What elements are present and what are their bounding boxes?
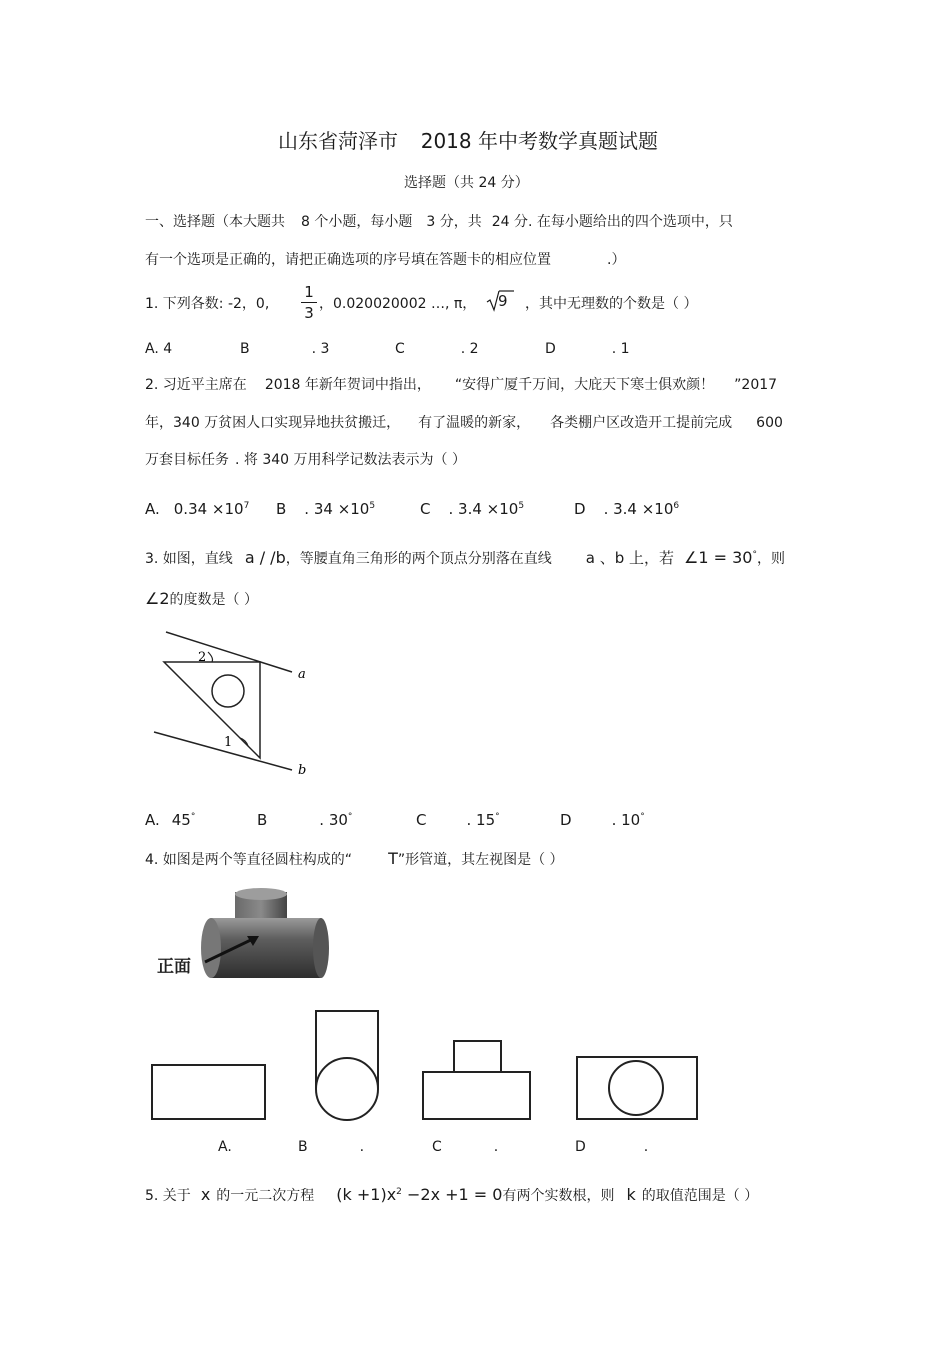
fig-label-2: 2 xyxy=(198,650,207,665)
option-c-top-rect xyxy=(454,1041,501,1072)
q3-text: 的度数是（ ） xyxy=(169,592,258,608)
fig-label-b: b xyxy=(298,763,307,778)
instr-text: 24 分. 在每小题给出的四个选项中，只 xyxy=(491,214,733,230)
opt-dot: . xyxy=(493,1139,499,1155)
option-b-tube xyxy=(316,1011,378,1089)
q2-text: 2. 习近平主席在 xyxy=(145,377,247,393)
q1-option-c xyxy=(395,340,479,358)
sqrt-icon xyxy=(486,290,500,312)
opt-value: 45 xyxy=(171,811,191,829)
q3-text: 3. 如图，直线 xyxy=(145,551,233,567)
option-b-circle xyxy=(316,1058,378,1120)
opt-letter: D xyxy=(574,500,586,518)
opt-exponent: 6 xyxy=(673,501,680,511)
q3-option-d xyxy=(560,808,645,829)
q2-text: “安得广厦千万间，大庇天下寒士俱欢颜！ xyxy=(454,377,715,393)
q5-equation: (k +1)x xyxy=(336,1185,397,1204)
q1-option-b xyxy=(240,340,329,358)
q2-line2 xyxy=(145,414,783,432)
q5-math: k xyxy=(626,1185,636,1204)
opt-letter: C xyxy=(432,1139,442,1155)
q4-options-figure xyxy=(150,1005,730,1125)
q3-option-c xyxy=(416,808,500,829)
q2-option-a xyxy=(145,497,249,518)
q1-frac-den: 3 xyxy=(304,304,314,322)
option-c-drawing xyxy=(423,1041,530,1119)
triangle-hole xyxy=(212,675,244,707)
opt-exponent: 5 xyxy=(518,501,525,511)
q1-stem-a: 1. 下列各数: -2，0, xyxy=(145,296,270,312)
opt-value: . 1 xyxy=(611,341,630,357)
option-b-drawing xyxy=(316,1011,378,1120)
q4-math: T xyxy=(388,849,398,868)
q2-option-b xyxy=(276,497,375,518)
q4-option-a-label: A. xyxy=(218,1139,232,1155)
q2-text: . 将 340 万用科学记数法表示为（ ） xyxy=(235,452,466,468)
instr-text: 一、选择题（本大题共 xyxy=(145,214,285,230)
q4-text: ”形管道，其左视图是（ ） xyxy=(397,852,564,868)
q2-text: 各类棚户区改造开工提前完成 xyxy=(550,415,733,431)
q2-line3 xyxy=(145,451,466,469)
opt-value: . 10 xyxy=(611,811,641,829)
instr-text: .） xyxy=(607,252,626,268)
q4-stem xyxy=(145,850,564,869)
opt-value: . 15 xyxy=(466,811,496,829)
q5-text: 的取值范围是（ ） xyxy=(641,1188,759,1204)
q2-text: ”2017 xyxy=(734,377,778,393)
instr-text: 8 个小题，每小题 xyxy=(301,214,413,230)
q1-sqrt xyxy=(498,292,508,310)
q1-fraction xyxy=(301,283,317,322)
q3-text: ，则 xyxy=(756,551,785,567)
q3-math: ∠2 xyxy=(145,589,170,608)
opt-letter: C xyxy=(420,500,431,518)
q3-line2 xyxy=(145,590,258,609)
section-heading: 选择题（共 24 分） xyxy=(404,175,529,191)
front-label: 正面 xyxy=(157,957,191,977)
angle-2-arc xyxy=(208,652,213,662)
opt-dot: . xyxy=(643,1139,649,1155)
q1-stem-c: ，其中无理数的个数是（ ） xyxy=(525,296,698,312)
q2-text: 有了温暖的新家， xyxy=(418,415,531,431)
q5-text: 有两个实数根，则 xyxy=(502,1188,615,1204)
q2-text: 600 xyxy=(756,415,783,431)
opt-letter: C xyxy=(395,341,405,357)
option-d-circle xyxy=(609,1061,663,1115)
option-d-rect xyxy=(577,1057,697,1119)
opt-letter: D xyxy=(560,811,572,829)
q3-text: ，等腰直角三角形的两个顶点分别落在直线 xyxy=(285,551,552,567)
q5-exponent: 2 xyxy=(396,1187,402,1197)
q4-option-b-label xyxy=(298,1138,364,1156)
page-title xyxy=(278,128,658,154)
q3-option-b xyxy=(257,808,352,829)
q2-option-d xyxy=(574,497,679,518)
opt-letter: B xyxy=(257,811,268,829)
horizontal-pipe xyxy=(211,918,321,978)
option-a-drawing xyxy=(152,1065,265,1119)
instr-text: 有一个选项是正确的，请把正确选项的序号填在答题卡的相应位置 xyxy=(145,252,551,268)
option-d-drawing xyxy=(577,1057,697,1119)
pipe-left-end xyxy=(201,918,221,978)
option-a-rect xyxy=(152,1065,265,1119)
instructions-line1 xyxy=(145,213,733,231)
q1-stem-b: ，0.020020002 …, π， xyxy=(319,296,477,312)
opt-value: . 3 xyxy=(311,341,330,357)
opt-value: . 3.4 ×10 xyxy=(603,500,674,518)
q3-text: a 、b 上，若 xyxy=(585,549,674,567)
q1-option-a: A. 4 xyxy=(145,341,173,357)
fig-label-1: 1 xyxy=(224,735,233,750)
opt-value: 0.34 ×10 xyxy=(173,500,244,518)
opt-letter: D xyxy=(575,1139,586,1155)
triangle xyxy=(164,662,260,758)
q2-line1 xyxy=(145,376,777,394)
q4-text: 4. 如图是两个等直径圆柱构成的“ xyxy=(145,852,353,868)
opt-letter: B xyxy=(240,341,250,357)
fraction-bar xyxy=(301,302,317,303)
pipe-right-end xyxy=(313,918,329,978)
title-exam: 2018 年中考数学真题试题 xyxy=(420,129,658,153)
line-a xyxy=(166,632,292,672)
q3-math: ∠1 = 30 xyxy=(683,548,753,567)
fig-label-a: a xyxy=(298,667,306,682)
degree-sup: ° xyxy=(752,550,757,560)
degree-sup: ° xyxy=(495,812,500,822)
q1-option-d xyxy=(545,340,630,358)
opt-value: . 34 ×10 xyxy=(304,500,370,518)
title-region: 山东省菏泽市 xyxy=(278,129,398,153)
sqrt-arg: 9 xyxy=(498,292,508,310)
opt-dot: . xyxy=(359,1139,365,1155)
opt-value: . 30 xyxy=(319,811,348,829)
opt-letter: A. xyxy=(145,811,160,829)
q2-text: 万套目标任务 xyxy=(145,452,229,468)
opt-letter: A. xyxy=(145,500,160,518)
opt-value: . 2 xyxy=(460,341,479,357)
q5-math: x xyxy=(200,1185,211,1204)
q5-text: 5. 关于 xyxy=(145,1188,191,1204)
opt-letter: D xyxy=(545,341,556,357)
q5-text: 的一元二次方程 xyxy=(216,1188,315,1204)
opt-exponent: 5 xyxy=(369,501,376,511)
opt-value: . 3.4 ×10 xyxy=(448,500,519,518)
instr-text: 3 分，共 xyxy=(426,214,482,230)
q2-text: 2018 年新年贺词中指出， xyxy=(264,377,431,393)
opt-letter: B xyxy=(298,1139,308,1155)
q3-line1 xyxy=(145,546,785,568)
q1-frac-num: 1 xyxy=(304,283,314,301)
q5-stem xyxy=(145,1183,758,1205)
degree-sup: ° xyxy=(190,812,196,822)
q3-figure xyxy=(150,628,325,778)
opt-letter: B xyxy=(276,500,287,518)
q5-equation: −2x +1 = 0 xyxy=(401,1185,503,1204)
q4-option-c-label xyxy=(432,1138,498,1156)
instructions-line2 xyxy=(145,251,625,269)
q4-option-d-label xyxy=(575,1138,648,1156)
q2-text: 年，340 万贫困人口实现异地扶贫搬迁， xyxy=(145,415,401,431)
q2-option-c xyxy=(420,497,524,518)
vertical-pipe-top xyxy=(235,888,287,900)
degree-sup: ° xyxy=(640,812,645,822)
opt-letter: C xyxy=(416,811,427,829)
option-c-bottom-rect xyxy=(423,1072,530,1119)
q3-option-a xyxy=(145,808,195,829)
opt-exponent: 7 xyxy=(243,501,250,511)
line-b xyxy=(154,732,292,770)
q3-math: a / /b xyxy=(244,548,286,567)
degree-sup: ° xyxy=(347,812,353,822)
q4-pipe-figure xyxy=(155,890,345,990)
